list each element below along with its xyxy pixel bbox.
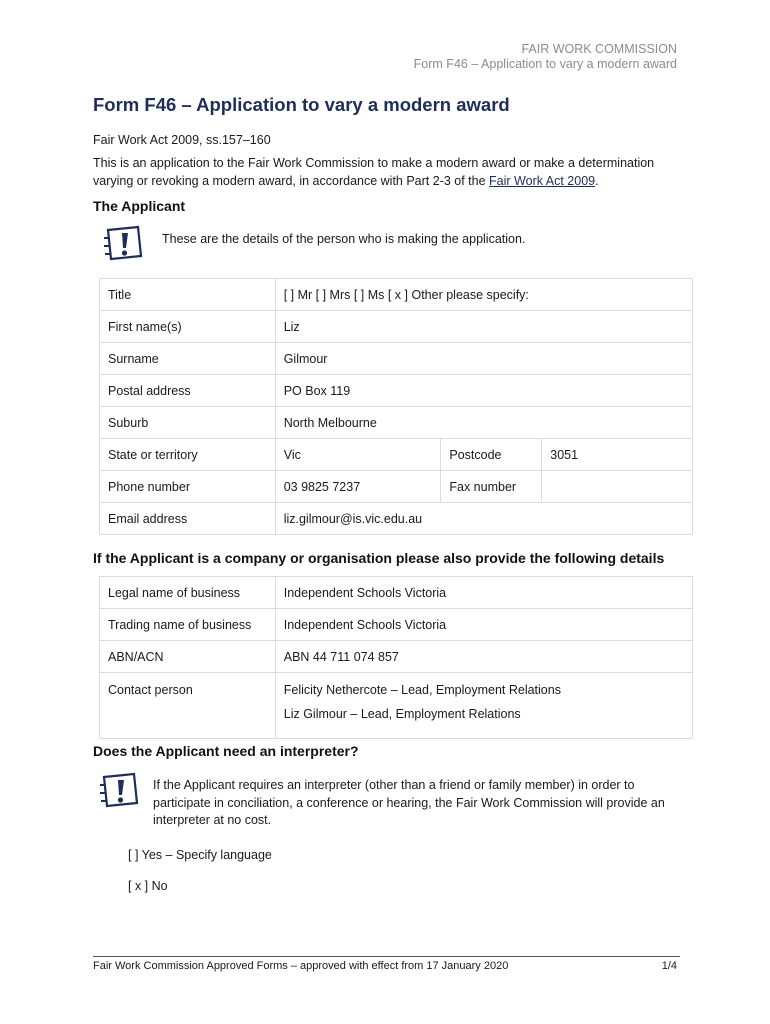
applicant-note: These are the details of the person who is making the application. xyxy=(162,232,526,246)
table-row xyxy=(100,311,693,343)
email-field[interactable]: liz.gilmour@is.vic.edu.au xyxy=(275,503,692,535)
table-row xyxy=(100,577,693,609)
surname-field[interactable]: Gilmour xyxy=(275,343,692,375)
contact-person-1: Felicity Nethercote – Lead, Employment Relations xyxy=(283,683,561,697)
abn-field[interactable]: ABN 44 711 074 857 xyxy=(275,641,692,673)
postcode-label: Postcode xyxy=(441,439,542,471)
header-org: FAIR WORK COMMISSION xyxy=(521,42,677,56)
phone-label: Phone number xyxy=(100,471,276,503)
table-row xyxy=(100,439,693,471)
surname-label: Surname xyxy=(100,343,276,375)
fax-label: Fax number xyxy=(441,471,542,503)
trading-name-field[interactable]: Independent Schools Victoria xyxy=(275,609,692,641)
table-row xyxy=(100,407,693,439)
table-row xyxy=(100,343,693,375)
warning-icon xyxy=(104,224,144,264)
phone-field[interactable]: 03 9825 7237 xyxy=(275,471,441,503)
state-label: State or territory xyxy=(100,439,276,471)
legal-name-field[interactable]: Independent Schools Victoria xyxy=(275,577,692,609)
contact-person-2: Liz Gilmour – Lead, Employment Relations xyxy=(283,707,521,721)
warning-icon xyxy=(100,771,140,811)
abn-label: ABN/ACN xyxy=(100,641,276,673)
interpreter-no-option[interactable]: [ x ] No xyxy=(128,879,168,893)
first-name-label: First name(s) xyxy=(100,311,276,343)
interpreter-heading: Does the Applicant need an interpreter? xyxy=(93,743,359,759)
intro-paragraph xyxy=(93,155,693,190)
postcode-field[interactable]: 3051 xyxy=(542,439,693,471)
interpreter-yes-option[interactable]: [ ] Yes – Specify language xyxy=(128,848,272,862)
act-reference: Fair Work Act 2009, ss.157–160 xyxy=(93,133,271,147)
suburb-field[interactable]: North Melbourne xyxy=(275,407,692,439)
trading-name-label: Trading name of business xyxy=(100,609,276,641)
fax-field[interactable] xyxy=(542,471,693,503)
contact-person-label: Contact person xyxy=(100,673,276,739)
page-number: 1/4 xyxy=(661,960,677,972)
fair-work-act-link[interactable]: Fair Work Act 2009 xyxy=(489,173,596,188)
header-subtitle: Form F46 – Application to vary a modern award xyxy=(413,57,677,71)
email-label: Email address xyxy=(100,503,276,535)
page-header xyxy=(414,42,677,72)
legal-name-label: Legal name of business xyxy=(100,577,276,609)
first-name-field[interactable]: Liz xyxy=(275,311,692,343)
postal-address-label: Postal address xyxy=(100,375,276,407)
contact-person-field[interactable] xyxy=(275,673,692,739)
state-field[interactable]: Vic xyxy=(275,439,441,471)
table-row xyxy=(100,471,693,503)
table-row xyxy=(100,503,693,535)
postal-address-field[interactable]: PO Box 119 xyxy=(275,375,692,407)
interpreter-note: If the Applicant requires an interpreter (other than a friend or family member) in order to participate in conciliation, a conference or hearing, the Fair Work Commission will provide an interpreter at no cost. xyxy=(153,778,665,827)
intro-text: This is an application to the Fair Work Commission to make a modern award or make a determination varying or revoking a modern award, in accordance with Part 2-3 of the xyxy=(93,156,655,188)
suburb-label: Suburb xyxy=(100,407,276,439)
footer-approval-text: Fair Work Commission Approved Forms – approved with effect from 17 January 2020 xyxy=(93,960,509,972)
title-options[interactable]: [ ] Mr [ ] Mrs [ ] Ms [ x ] Other please specify: xyxy=(275,279,692,311)
applicant-heading: The Applicant xyxy=(93,198,186,214)
company-heading: If the Applicant is a company or organisation please also provide the following details xyxy=(93,550,665,566)
page-title: Form F46 – Application to vary a modern award xyxy=(93,94,510,115)
table-row xyxy=(100,375,693,407)
table-row xyxy=(100,641,693,673)
table-row xyxy=(100,673,693,739)
company-details-table xyxy=(99,576,693,739)
table-row xyxy=(100,609,693,641)
table-row xyxy=(100,279,693,311)
intro-text-end: . xyxy=(595,173,599,188)
footer-divider xyxy=(93,956,680,957)
applicant-details-table xyxy=(99,278,693,535)
title-label: Title xyxy=(100,279,276,311)
